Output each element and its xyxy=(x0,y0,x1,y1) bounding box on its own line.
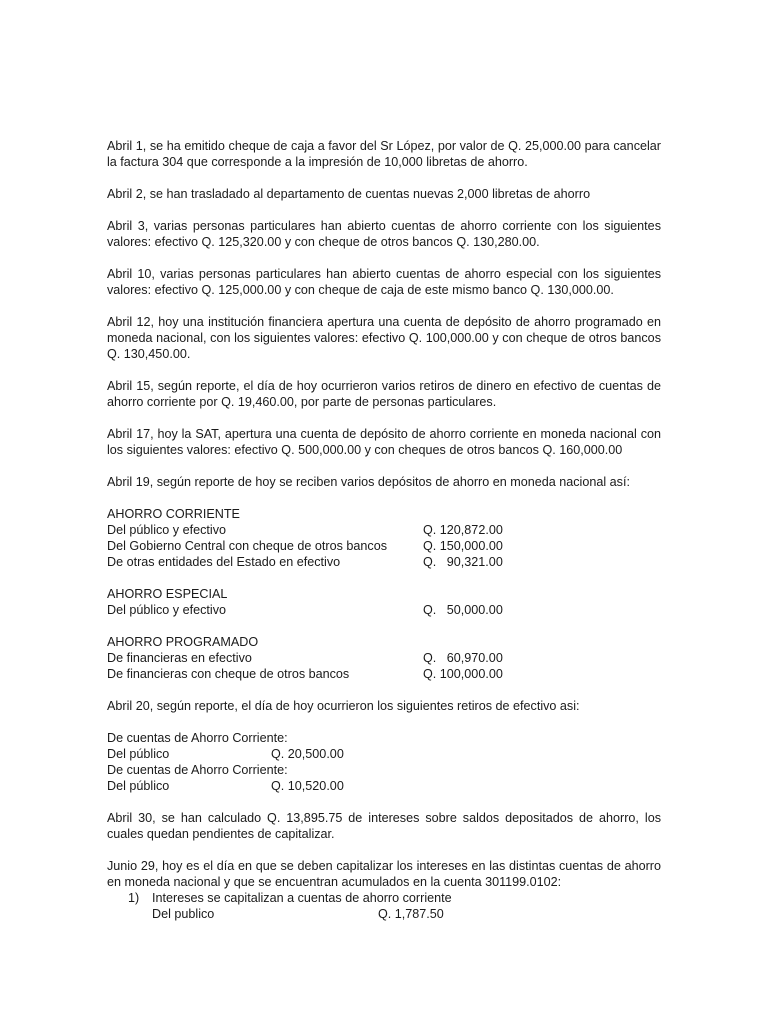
ahorro-programado-block xyxy=(107,634,661,682)
numbered-list-item xyxy=(107,890,661,906)
list-number: 1) xyxy=(128,891,140,905)
deposit-row xyxy=(107,602,661,618)
deposit-amount: Q. 50,000.00 xyxy=(423,603,503,617)
deposit-amount: Q. 120,872.00 xyxy=(423,523,503,537)
withdrawal-label: Del público xyxy=(107,779,170,793)
withdrawal-row xyxy=(107,778,661,794)
paragraph-abril-19: Abril 19, según reporte de hoy se reciben varios depósitos de ahorro en moneda nacional así: xyxy=(107,475,630,489)
deposit-amount: Q. 150,000.00 xyxy=(423,539,503,553)
ahorro-programado-heading: AHORRO PROGRAMADO xyxy=(107,635,259,649)
ahorro-corriente-block xyxy=(107,506,661,570)
withdrawal-label: De cuentas de Ahorro Corriente: xyxy=(107,763,288,777)
withdrawal-row xyxy=(107,730,661,746)
deposit-label: Del público y efectivo xyxy=(107,523,227,537)
paragraph-abril-20: Abril 20, según reporte, el día de hoy ocurrieron los siguientes retiros de efectivo asi: xyxy=(107,699,580,713)
paragraph-abril-15: Abril 15, según reporte, el día de hoy ocurrieron varios retiros de dinero en efectivo de cuentas de ahorro corriente por Q. 19,460.00, por parte de personas particulares. xyxy=(107,379,661,409)
paragraph-abril-1: Abril 1, se ha emitido cheque de caja a favor del Sr López, por valor de Q. 25,000.00 para cancelar la factura 304 que corresponde a la impresión de 10,000 libretas de ahorro. xyxy=(107,139,661,169)
paragraph-abril-2: Abril 2, se han trasladado al departamento de cuentas nuevas 2,000 libretas de ahorro xyxy=(107,187,591,201)
paragraph-abril-17: Abril 17, hoy la SAT, apertura una cuenta de depósito de ahorro corriente en moneda nacional con los siguientes valores: efectivo Q. 500,000.00 y con cheques de otros bancos Q. 160,000.00 xyxy=(107,427,661,457)
withdrawal-row xyxy=(107,762,661,778)
deposit-row xyxy=(107,650,661,666)
deposit-amount: Q. 60,970.00 xyxy=(423,651,503,665)
withdrawal-label: De cuentas de Ahorro Corriente: xyxy=(107,731,288,745)
deposit-label: De financieras con cheque de otros bancos xyxy=(107,667,350,681)
deposit-row xyxy=(107,554,661,570)
withdrawals-block xyxy=(107,730,661,794)
deposit-label: Del Gobierno Central con cheque de otros bancos xyxy=(107,539,388,553)
deposit-amount: Q. 100,000.00 xyxy=(423,667,503,681)
ahorro-corriente-heading: AHORRO CORRIENTE xyxy=(107,507,240,521)
deposit-amount: Q. 90,321.00 xyxy=(423,555,503,569)
capitalization-row xyxy=(107,906,661,922)
deposit-label: Del público y efectivo xyxy=(107,603,227,617)
deposit-label: De financieras en efectivo xyxy=(107,651,252,665)
withdrawal-label: Del público xyxy=(107,747,170,761)
capitalization-amount: Q. 1,787.50 xyxy=(378,907,444,921)
list-item-text: Intereses se capitalizan a cuentas de ahorro corriente xyxy=(152,891,452,905)
document-page xyxy=(107,138,661,922)
withdrawal-amount: Q. 10,520.00 xyxy=(271,779,344,793)
paragraph-abril-3: Abril 3, varias personas particulares han abierto cuentas de ahorro corriente con los siguientes valores: efectivo Q. 125,320.00 y con cheque de otros bancos Q. 130,280.00. xyxy=(107,219,661,249)
paragraph-junio-29: Junio 29, hoy es el día en que se deben capitalizar los intereses en las distintas cuentas de ahorro en moneda nacional y que se encuentran acumulados en la cuenta 301199.0102: xyxy=(107,859,661,889)
deposit-row xyxy=(107,666,661,682)
withdrawal-amount: Q. 20,500.00 xyxy=(271,747,344,761)
deposit-label: De otras entidades del Estado en efectivo xyxy=(107,555,341,569)
paragraph-abril-30: Abril 30, se han calculado Q. 13,895.75 de intereses sobre saldos depositados de ahorro, los cuales quedan pendientes de capitalizar. xyxy=(107,811,661,841)
withdrawal-row xyxy=(107,746,661,762)
paragraph-abril-12: Abril 12, hoy una institución financiera apertura una cuenta de depósito de ahorro programado en moneda nacional, con los siguientes valores: efectivo Q. 100,000.00 y con cheque de otros bancos Q. 130,450.00. xyxy=(107,315,661,361)
capitalization-label: Del publico xyxy=(152,907,215,921)
ahorro-especial-heading: AHORRO ESPECIAL xyxy=(107,587,228,601)
deposit-row xyxy=(107,522,661,538)
deposit-row xyxy=(107,538,661,554)
ahorro-especial-block xyxy=(107,586,661,618)
paragraph-abril-10: Abril 10, varias personas particulares han abierto cuentas de ahorro especial con los siguientes valores: efectivo Q. 125,000.00 y con cheque de caja de este mismo banco Q. 130,000.00. xyxy=(107,267,661,297)
